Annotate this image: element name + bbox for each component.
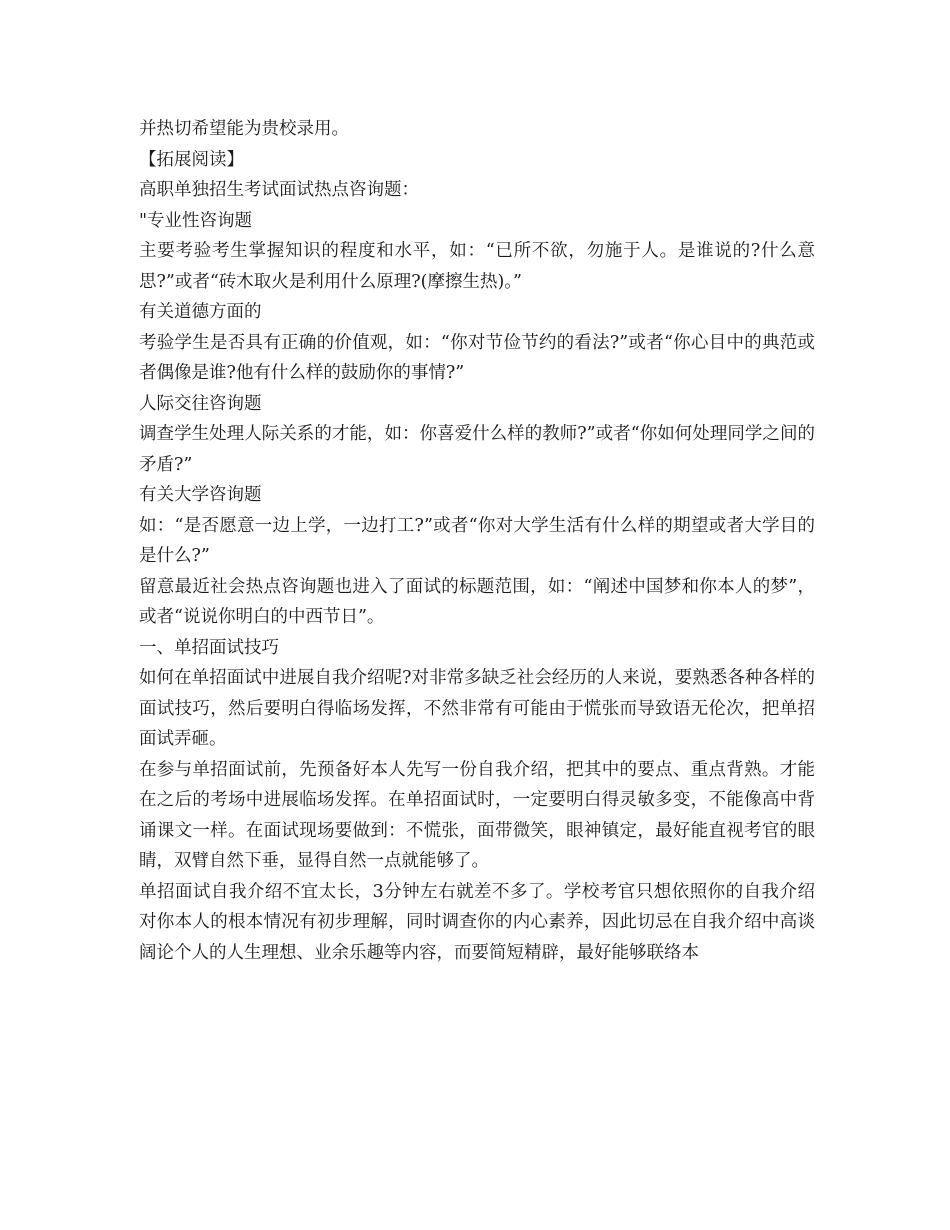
section-heading: 一、单招面试技巧 — [139, 637, 279, 658]
section-heading: "专业性咨询题 — [139, 210, 253, 231]
section-heading: 有关道德方面的 — [139, 302, 262, 322]
section-heading: 有关大学咨询题 — [139, 485, 262, 505]
document-body — [139, 114, 815, 968]
paragraph: 如：“是否愿意一边上学，一边打工?”或者“你对大学生活有什么样的期望或者大学目的是什么?” — [139, 515, 815, 566]
paragraph: 留意最近社会热点咨询题也进入了面试的标题范围，如：“阐述中国梦和你本人的梦”，或者“说说你明白的中西节日”。 — [139, 576, 815, 627]
paragraph: 调查学生处理人际关系的才能，如：你喜爱什么样的教师?”或者“你如何处理同学之间的矛盾?” — [139, 424, 815, 475]
section-heading: 【拓展阅读】 — [139, 149, 244, 170]
paragraph: 如何在单招面试中进展自我介绍呢?对非常多缺乏社会经历的人来说，要熟悉各种各样的面试技巧，然后要明白得临场发挥，不然非常有可能由于慌张而导致语无伦次，把单招面试弄砸。 — [139, 668, 815, 749]
paragraph: 考验学生是否具有正确的价值观，如：“你对节俭节约的看法?”或者“你心目中的典范或者偶像是谁?他有什么样的鼓励你的事情?” — [139, 332, 815, 383]
paragraph: 主要考验考生掌握知识的程度和水平，如：“已所不欲，勿施于人。是谁说的?什么意思?”或者“砖木取火是利用什么原理?(摩擦生热)。” — [139, 241, 815, 292]
section-heading: 人际交往咨询题 — [139, 393, 262, 414]
paragraph: 单招面试自我介绍不宜太长，3分钟左右就差不多了。学校考官只想依照你的自我介绍对你本人的根本情况有初步理解，同时调查你的内心素养，因此切忌在自我介绍中高谈阔论个人的人生理想、业余乐趣等内容，而要简短精辟，最好能够联络本 — [139, 881, 815, 963]
paragraph: 高职单独招生考试面试热点咨询题： — [139, 180, 419, 200]
paragraph: 并热切希望能为贵校录用。 — [139, 119, 349, 139]
paragraph: 在参与单招面试前，先预备好本人先写一份自我介绍，把其中的要点、重点背熟。才能在之后的考场中进展临场发挥。在单招面试时，一定要明白得灵敏多变，不能像高中背诵课文一样。在面试现场要做到：不慌张，面带微笑，眼神镇定，最好能直视考官的眼睛，双臂自然下垂，显得自然一点就能够了。 — [139, 759, 815, 871]
